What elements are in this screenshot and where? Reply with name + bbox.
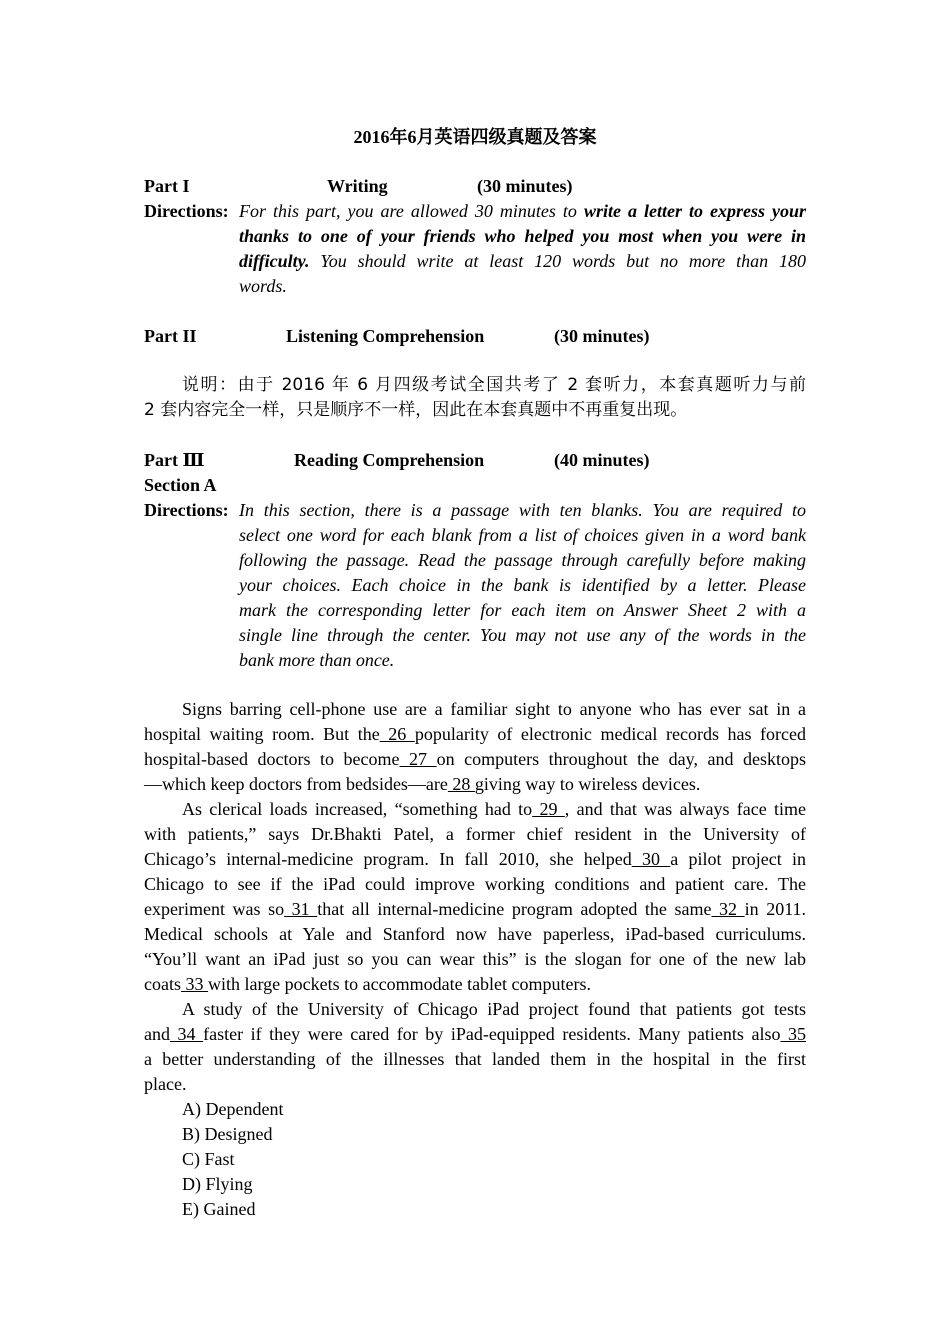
blank-32: 32 bbox=[711, 899, 745, 919]
word-bank-choice: B) Designed bbox=[182, 1124, 273, 1144]
part3-directions-line: your choices. Each choice in the bank is identified by a letter. Please bbox=[239, 575, 806, 595]
part3-directions-line: mark the corresponding letter for each item on Answer Sheet 2 with a bbox=[239, 600, 806, 620]
passage-line: As clerical loads increased, “something had to 29 , and that was always face time bbox=[182, 799, 807, 819]
section-a-heading: Section A bbox=[144, 475, 217, 495]
blank-29: 29 bbox=[532, 799, 565, 819]
passage-line: Medical schools at Yale and Stanford now have paperless, iPad-based curriculums. bbox=[144, 924, 806, 944]
word-bank-choice: E) Gained bbox=[182, 1199, 256, 1219]
word-bank-choice: A) Dependent bbox=[182, 1099, 284, 1119]
part3-directions-line: select one word for each blank from a list of choices given in a word bank bbox=[239, 525, 806, 545]
part2-time: (30 minutes) bbox=[554, 326, 650, 346]
blank-31: 31 bbox=[284, 899, 318, 919]
passage-line: Chicago’s internal-medicine program. In fall 2010, she helped 30 a pilot project in bbox=[144, 849, 807, 869]
passage-line: experiment was so 31 that all internal-medicine program adopted the same 32 in 2011. bbox=[144, 899, 807, 919]
blank-30: 30 bbox=[631, 849, 671, 869]
passage-line: hospital waiting room. But the 26 popularity of electronic medical records has forced bbox=[144, 724, 807, 744]
passage-line: coats 33 with large pockets to accommodate tablet computers. bbox=[144, 974, 592, 994]
page-title: 2016年6月英语四级真题及答案 bbox=[353, 127, 597, 147]
word-bank-choice: C) Fast bbox=[182, 1149, 235, 1169]
passage-line: hospital-based doctors to become 27 on computers throughout the day, and desktops bbox=[144, 749, 807, 769]
part1-directions-line: difficulty. You should write at least 120 words but no more than 180 bbox=[239, 251, 806, 271]
part2-name: Listening Comprehension bbox=[286, 326, 485, 346]
blank-26: 26 bbox=[379, 724, 415, 744]
blank-34: 34 bbox=[170, 1024, 204, 1044]
part1-directions-line: words. bbox=[239, 276, 287, 296]
passage-line: and 34 faster if they were cared for by iPad-equipped residents. Many patients also 35 bbox=[144, 1024, 807, 1044]
blank-33: 33 bbox=[180, 974, 208, 994]
passage-line: “You’ll want an iPad just so you can wear this” is the slogan for one of the new lab bbox=[144, 949, 806, 969]
passage-line: Chicago to see if the iPad could improve working conditions and patient care. The bbox=[144, 874, 806, 894]
part3-directions-line: bank more than once. bbox=[239, 650, 395, 670]
part1-directions-label: Directions: bbox=[144, 201, 229, 221]
passage-line: a better understanding of the illnesses that landed them in the hospital in the first bbox=[144, 1049, 806, 1069]
part3-directions-label: Directions: bbox=[144, 500, 229, 520]
passage-line: with patients,” says Dr.Bhakti Patel, a former chief resident in the University of bbox=[144, 824, 806, 844]
passage-line: Signs barring cell-phone use are a familiar sight to anyone who has ever sat in a bbox=[182, 699, 806, 719]
part1-label: Part I bbox=[144, 176, 190, 196]
part1-name: Writing bbox=[327, 176, 388, 196]
passage-line: place. bbox=[144, 1074, 187, 1094]
passage-line: —which keep doctors from bedsides—are 28 giving way to wireless devices. bbox=[144, 774, 701, 794]
part1-time: (30 minutes) bbox=[477, 176, 573, 196]
part3-directions-line: In this section, there is a passage with ten blanks. You are required to bbox=[239, 500, 806, 520]
part2-note-line: 2 套内容完全一样，只是顺序不一样，因此在本套真题中不再重复出现。 bbox=[144, 400, 688, 420]
part3-name: Reading Comprehension bbox=[294, 450, 485, 470]
part3-label: Part Ⅲ bbox=[144, 450, 205, 470]
blank-28: 28 bbox=[447, 774, 475, 794]
part3-time: (40 minutes) bbox=[554, 450, 650, 470]
part2-note-line: 说明：由于 2016 年 6 月四级考试全国共考了 2 套听力，本套真题听力与前 bbox=[182, 375, 806, 395]
part3-directions-line: single line through the center. You may not use any of the words in the bbox=[239, 625, 806, 645]
passage-line: A study of the University of Chicago iPad project found that patients got tests bbox=[182, 999, 806, 1019]
part1-directions-line: For this part, you are allowed 30 minutes to write a letter to express your bbox=[239, 201, 806, 221]
blank-27: 27 bbox=[399, 749, 437, 769]
word-bank-choice: D) Flying bbox=[182, 1174, 253, 1194]
blank-35: 35 bbox=[780, 1024, 807, 1044]
part1-directions-line: thanks to one of your friends who helped you most when you were in bbox=[239, 226, 806, 246]
part2-label: Part II bbox=[144, 326, 197, 346]
part3-directions-line: following the passage. Read the passage through carefully before making bbox=[239, 550, 806, 570]
